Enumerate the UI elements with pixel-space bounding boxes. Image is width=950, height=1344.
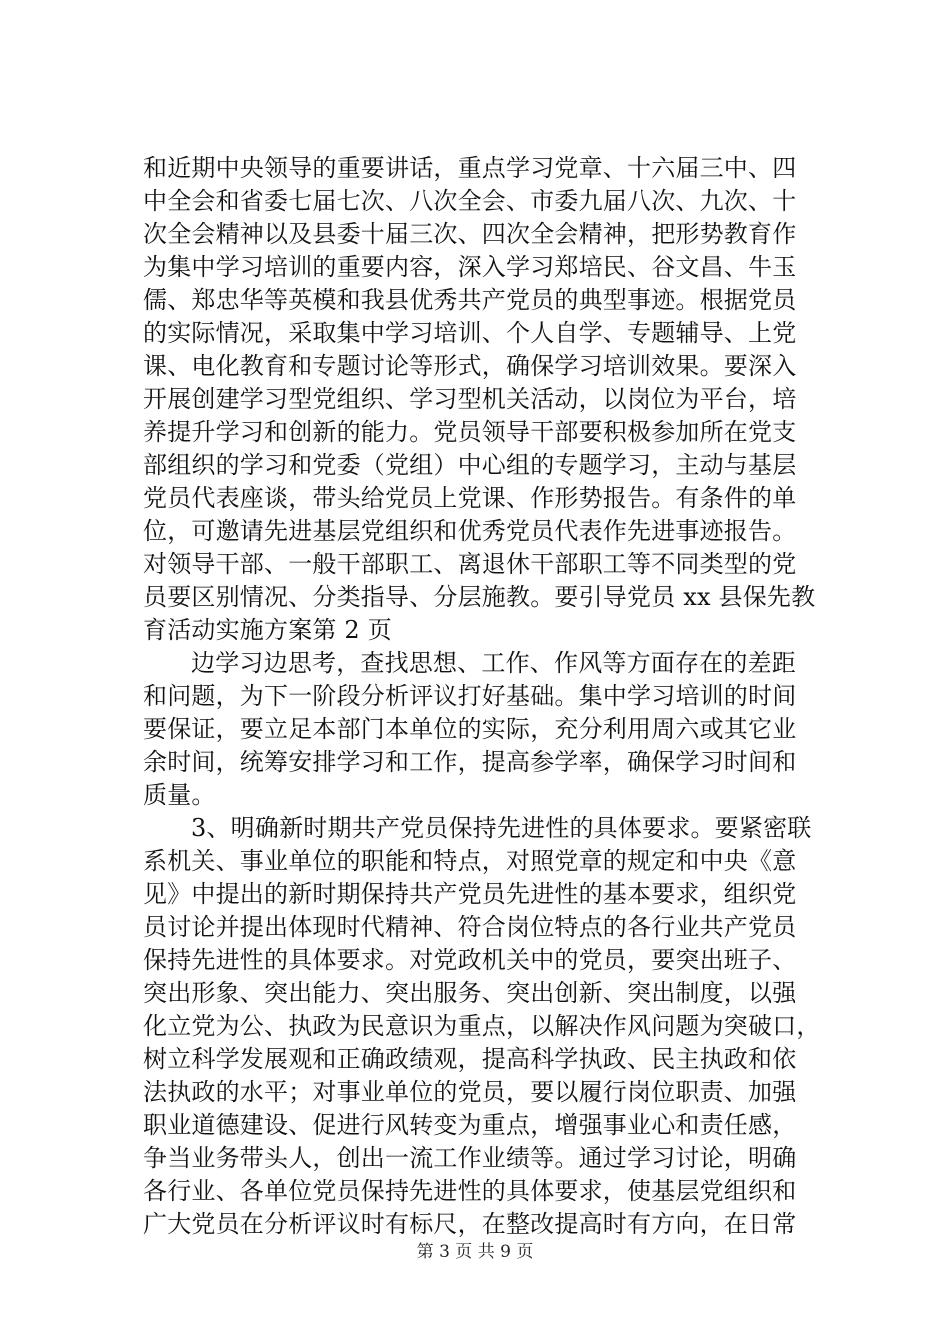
text-line: 法执政的水平；对事业单位的党员，要以履行岗位职责、加强 (143, 1078, 797, 1106)
text-line: 广大党员在分析评议时有标尺，在整改提高时有方向，在日常 (143, 1210, 797, 1238)
document-body (143, 152, 833, 1241)
paragraph-start-line: 3、明确新时期共产党员保持先进性的具体要求。要紧密联 (191, 814, 812, 842)
text-line: 养提升学习和创新的能力。党员领导干部要积极参加所在党支 (143, 418, 797, 446)
text-line: 和问题，为下一阶段分析评议打好基础。集中学习培训的时间 (143, 682, 797, 710)
text-line: 为集中学习培训的重要内容，深入学习郑培民、谷文昌、牛玉 (143, 253, 797, 281)
text-line: 开展创建学习型党组织、学习型机关活动，以岗位为平台，培 (143, 385, 797, 413)
text-line: 系机关、事业单位的职能和特点，对照党章的规定和中央《意 (143, 847, 797, 875)
text-line: 育活动实施方案第 2 页 (143, 616, 392, 644)
text-line: 职业道德建设、促进行风转变为重点，增强事业心和责任感， (143, 1111, 797, 1139)
text-line: 次全会精神以及县委十届三次、四次全会精神，把形势教育作 (143, 220, 797, 248)
text-line: 余时间，统筹安排学习和工作，提高参学率，确保学习时间和 (143, 748, 797, 776)
text-line: 要保证，要立足本部门本单位的实际，充分利用周六或其它业 (143, 715, 797, 743)
text-line: 对领导干部、一般干部职工、离退休干部职工等不同类型的党 (143, 550, 797, 578)
text-line: 儒、郑忠华等英模和我县优秀共产党员的典型事迹。根据党员 (143, 286, 797, 314)
text-line: 位，可邀请先进基层党组织和优秀党员代表作先进事迹报告。 (143, 517, 797, 545)
text-line: 质量。 (143, 781, 216, 809)
text-line: 的实际情况，采取集中学习培训、个人自学、专题辅导、上党 (143, 319, 797, 347)
text-line: 保持先进性的具体要求。对党政机关中的党员，要突出班子、 (143, 946, 797, 974)
text-line: 中全会和省委七届七次、八次全会、市委九届八次、九次、十 (143, 187, 797, 215)
text-line: 部组织的学习和党委（党组）中心组的专题学习，主动与基层 (143, 451, 797, 479)
text-line: 化立党为公、执政为民意识为重点，以解决作风问题为突破口， (143, 1012, 821, 1040)
text-line: 员要区别情况、分类指导、分层施教。要引导党员 xx 县保先教 (143, 583, 816, 611)
text-line: 见》中提出的新时期保持共产党员先进性的基本要求，组织党 (143, 880, 797, 908)
text-line: 课、电化教育和专题讨论等形式，确保学习培训效果。要深入 (143, 352, 797, 380)
text-line: 党员代表座谈，带头给党员上党课、作形势报告。有条件的单 (143, 484, 797, 512)
text-line: 各行业、各单位党员保持先进性的具体要求，使基层党组织和 (143, 1177, 797, 1205)
text-line: 树立科学发展观和正确政绩观，提高科学执政、民主执政和依 (143, 1045, 797, 1073)
text-line: 和近期中央领导的重要讲话，重点学习党章、十六届三中、四 (143, 154, 797, 182)
text-line: 员讨论并提出体现时代精神、符合岗位特点的各行业共产党员 (143, 913, 797, 941)
text-line: 突出形象、突出能力、突出服务、突出创新、突出制度，以强 (143, 979, 797, 1007)
text-line: 争当业务带头人，创出一流工作业绩等。通过学习讨论，明确 (143, 1144, 797, 1172)
paragraph-start-line: 边学习边思考，查找思想、工作、作风等方面存在的差距 (191, 649, 796, 677)
page-number-footer: 第 3 页 共 9 页 (416, 1242, 534, 1262)
